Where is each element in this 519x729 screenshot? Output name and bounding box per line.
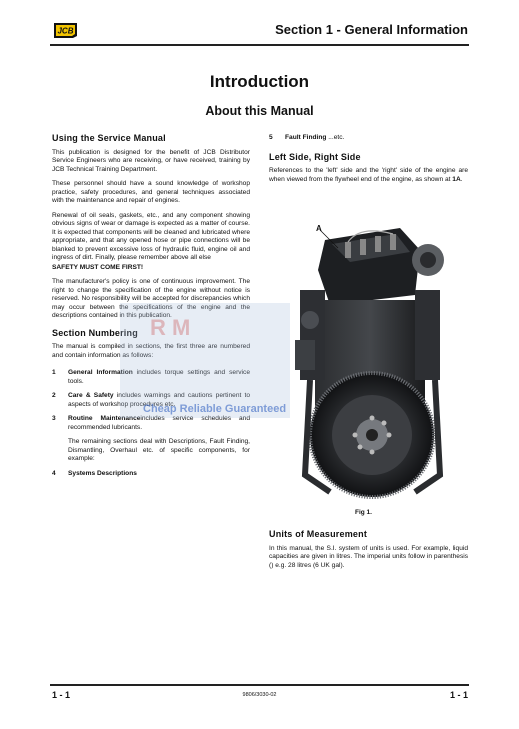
section-title: Section 1 - General Information [275,22,468,37]
numbering-heading: Section Numbering [52,327,138,338]
figure-label-a: A [316,224,322,233]
list-item: 5 Fault Finding ...etc. [269,134,345,141]
watermark-overlay [120,303,290,418]
list-item: 2 Care & Safety includes warnings and cautions pertinent to aspects of workshop procedures etc. [52,392,250,408]
using-heading: Using the Service Manual [52,133,166,143]
paragraph-renewal: Renewal of oil seals, gaskets, etc., and any component showing obvious signs of wear or damage is expected as a matter of course. It is expected that components will be cleaned and lubricated where appropriate, and that any opened hose or pipe connections will be blanked to prevent excessive loss of hydraulic fluid, engine oil and ingress of dirt. Finally, please remember above all else [52,211,250,261]
units-heading: Units of Measurement [269,529,368,539]
watermark-text: Cheap Reliable Guaranteed [143,403,287,415]
paragraph-intro: This publication is designed for the benefit of JCB Distributor Service Engineers who are receiving, or have received, training by JCB Technical Training Department. [52,148,250,173]
left-right-heading: Left Side, Right Side [269,151,361,162]
engine-illustration [290,220,450,505]
paragraph-sections: The manual is compiled in sections, the first three are numbered and contain information as follows: [52,343,250,359]
jcb-logo [52,22,79,39]
page-number-left: 1 - 1 [52,690,71,700]
page-number-right: 1 - 1 [449,690,468,700]
paragraph-policy: The manufacturer's policy is one of continuous improvement. The right to change the specification of the engine without notice is reserved. No responsibility will be accepted for discrepancies which may occur between the specifications of the engine and the descriptions contained in this publication. [52,278,250,319]
header-rule [50,44,469,46]
paragraph-left-right: References to the 'left' side and the 'right' side of the engine are when viewed from the flywheel end of the engine, as shown at 1A. [269,167,468,183]
figure-caption: Fig 1. [355,509,372,516]
list-item: 4 Systems Descriptions [52,469,137,477]
right-column [269,134,468,190]
paragraph-units: In this manual, the S.I. system of units is used. For example, liquid capacities are given in litres. The imperial units follow in parenthesis () e.g. 28 litres (6 UK gal). [269,544,468,569]
list-item: 1 General Information includes torque settings and service tools. [52,369,250,385]
paragraph-remaining: The remaining sections deal with Descriptions, Fault Finding, Dismantling, Overhaul etc. of specific components, for example: [68,438,250,462]
page-title: Introduction [209,72,310,91]
page-subtitle: About this Manual [205,104,314,118]
footer-rule [50,684,469,686]
paragraph-personnel: These personnel should have a sound knowledge of workshop practice, safety procedures, and general techniques associated with the maintenance and repair of engines. [52,180,250,204]
safety-note: SAFETY MUST COME FIRST! [52,263,144,271]
document-code: 9806/3030-02 [242,692,277,698]
logo-text: JCB [57,26,74,36]
watermark-letters: R M [150,315,191,340]
list-item: 3 Routine Maintenanceincludes service schedules and recommended lubricants. [52,415,250,431]
units-section [269,530,468,576]
